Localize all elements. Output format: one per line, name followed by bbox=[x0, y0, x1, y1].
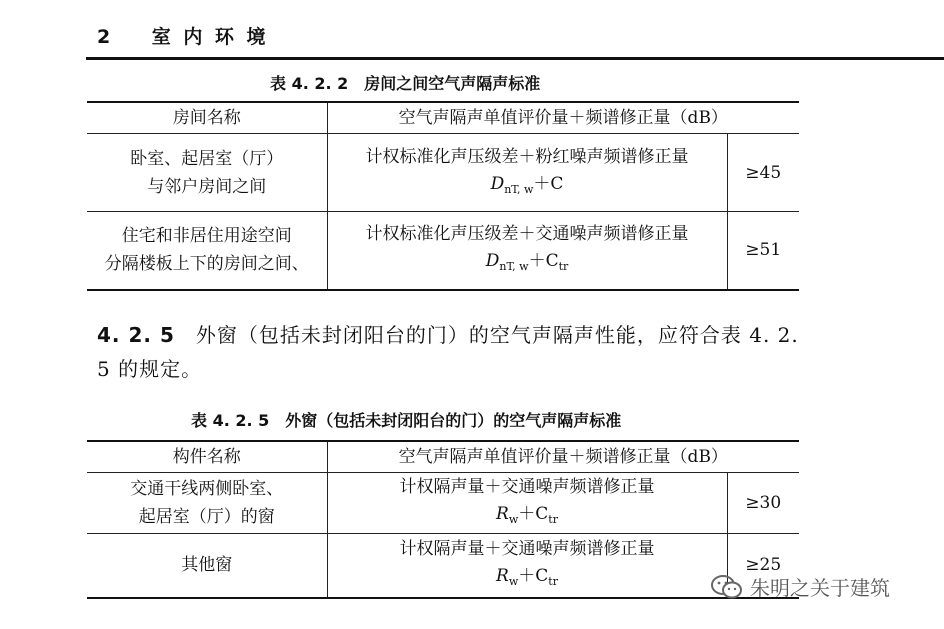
clause-text: 外窗（包括未封闭阳台的门）的空气声隔声性能，应符合表 4. 2. 5 的规定。 bbox=[97, 323, 799, 381]
measure-label: 计权标准化声压级差＋交通噪声频谱修正量 bbox=[365, 224, 689, 245]
table1-room-cell bbox=[87, 134, 327, 212]
watermark bbox=[710, 572, 890, 601]
name-line: 起居室（厅）的窗 bbox=[138, 507, 275, 527]
table2-name-cell bbox=[87, 473, 327, 534]
watermark-text: 朱明之关于建筑 bbox=[750, 576, 890, 600]
name-line: 交通干线两侧卧室、 bbox=[130, 479, 284, 499]
name-line: 其他窗 bbox=[181, 555, 233, 576]
running-header bbox=[97, 22, 269, 49]
room-line: 住宅和非居住用途空间 bbox=[121, 226, 292, 247]
table1-measure-cell bbox=[327, 212, 727, 290]
room-line: 分隔楼板上下的房间之间、 bbox=[104, 254, 309, 275]
table1-header-room: 房间名称 bbox=[87, 102, 327, 134]
table-row bbox=[87, 134, 799, 212]
table2-measure-cell bbox=[327, 534, 727, 598]
table-row bbox=[87, 473, 799, 534]
table2-header-row bbox=[87, 441, 799, 473]
table-row bbox=[87, 534, 799, 598]
clause-4-2-5 bbox=[97, 318, 817, 386]
clause-number: 4. 2. 5 bbox=[97, 323, 175, 347]
measure-label: 计权隔声量＋交通噪声频谱修正量 bbox=[399, 539, 655, 560]
table-row bbox=[87, 212, 799, 290]
table2-value-cell: ≥25 bbox=[727, 534, 799, 598]
header-rule bbox=[86, 57, 944, 60]
table1-header-measure: 空气声隔声单值评价量＋频谱修正量（dB） bbox=[327, 102, 799, 134]
measure-formula: $D_{nT, w}+C$ bbox=[490, 173, 564, 196]
measure-label: 计权标准化声压级差＋粉红噪声频谱修正量 bbox=[365, 146, 689, 167]
wechat-icon bbox=[710, 574, 744, 600]
table1-value-cell: ≥51 bbox=[727, 212, 799, 290]
table2-name-cell bbox=[87, 534, 327, 598]
measure-formula: $R_w+C_{tr}$ bbox=[496, 504, 558, 526]
table1 bbox=[87, 101, 799, 291]
room-line: 与邻户房间之间 bbox=[147, 176, 267, 197]
table1-caption: 表 4. 2. 2 房间之间空气声隔声标准 bbox=[270, 74, 541, 93]
table1-measure-cell bbox=[327, 134, 727, 212]
room-line: 卧室、起居室（厅） bbox=[130, 148, 284, 169]
section-number: 2 bbox=[97, 26, 114, 48]
section-title: 室 内 环 境 bbox=[151, 26, 269, 48]
table2-value-cell: ≥30 bbox=[727, 473, 799, 534]
table2-header-measure: 空气声隔声单值评价量＋频谱修正量（dB） bbox=[327, 441, 799, 473]
table1-header-row bbox=[87, 102, 799, 134]
table1-room-cell bbox=[87, 212, 327, 290]
measure-formula: $R_w+C_{tr}$ bbox=[496, 566, 558, 589]
table2 bbox=[87, 440, 799, 599]
table2-measure-cell bbox=[327, 473, 727, 534]
table1-value-cell: ≥45 bbox=[727, 134, 799, 212]
table2-header-name: 构件名称 bbox=[87, 441, 327, 473]
table2-caption: 表 4. 2. 5 外窗（包括未封闭阳台的门）的空气声隔声标准 bbox=[191, 411, 622, 430]
measure-formula: $D_{nT, w}+C_{tr}$ bbox=[485, 251, 569, 274]
measure-label: 计权隔声量＋交通噪声频谱修正量 bbox=[399, 477, 655, 497]
